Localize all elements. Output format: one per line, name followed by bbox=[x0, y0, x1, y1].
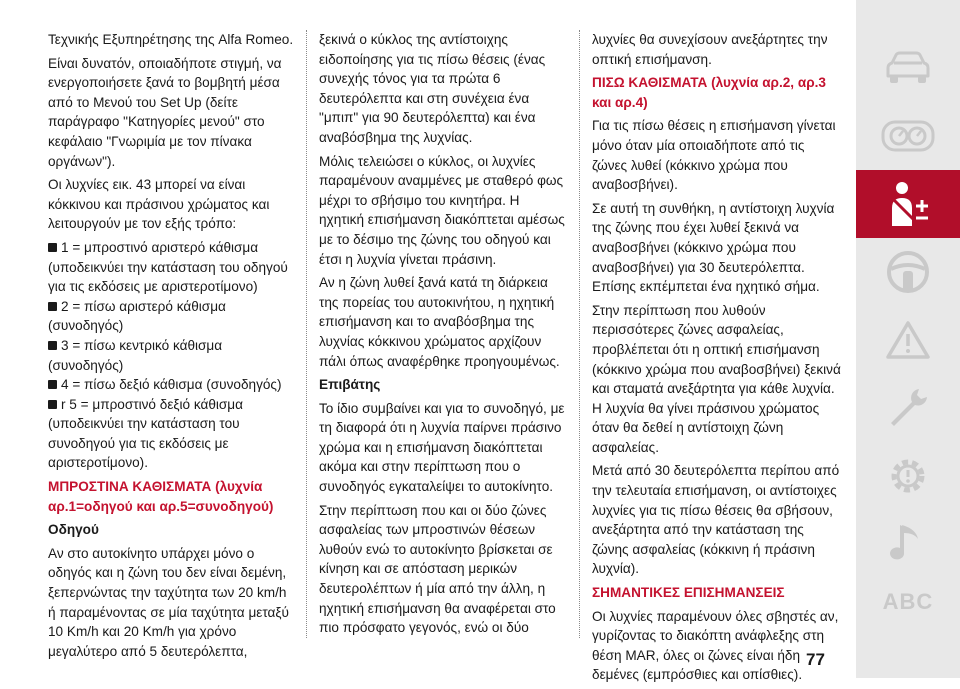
paragraph: Οι λυχνίες εικ. 43 μπορεί να είναι κόκκινου και πράσινου χρώματος και λειτουργούν με τον εξής τρόπο: bbox=[48, 177, 270, 232]
abc-index-icon: ABC bbox=[882, 589, 934, 614]
music-note-icon bbox=[888, 521, 928, 567]
list-item: 1 = μπροστινό αριστερό κάθισμα (υποδεικνύει την κατάσταση του οδηγού για τις εκδόσεις με αριστεροτίμονο) bbox=[48, 239, 288, 295]
paragraph: Αν στο αυτοκίνητο υπάρχει μόνο ο οδηγός και η ζώνη του δεν είναι δεμένη, ξεπερνώντας την ταχύτητα των 20 km/h ή παραμένοντας σε μία ταχύτητα μεταξύ 10 Km/h και 20 Km/h για χρόνο μεγαλύτερο από 5 δευτερόλεπτα, bbox=[48, 545, 289, 659]
tab-dashboard[interactable] bbox=[856, 102, 960, 170]
paragraph: Μετά από 30 δευτερόλεπτα περίπου από την τελευταία επισήμανση, οι αντίστοιχες λυχνίες για τις πίσω θέσεις θα σβήσουν, ανεξάρτητα από την κατάσταση της ζώνης ασφαλείας (κόκκινη ή πράσινη λυχνία). bbox=[592, 463, 840, 577]
section-heading: ΣΗΜΑΝΤΙΚΕΣ ΕΠΙΣΗΜΑΝΣΕΙΣ bbox=[592, 585, 785, 601]
tab-index[interactable] bbox=[856, 568, 960, 636]
indicator-list bbox=[48, 238, 296, 473]
page-number: 77 bbox=[806, 650, 825, 669]
paragraph: Οι λυχνίες παραμένουν όλες σβηστές αν, γυρίζοντας το διακόπτη ανάφλεξης στη θέση MAR, όλες οι ζώνες είναι ήδη δεμένες (εμπρόσθιες και οπίσθιες). bbox=[592, 608, 839, 683]
text-column-1 bbox=[48, 30, 296, 665]
paragraph: Είναι δυνατόν, οποιαδήποτε στιγμή, να ενεργοποιήσετε ξανά το βομβητή μέσα από το Μενού του Set Up (δείτε παράγραφο "Κατηγορίες μενού" στο κεφάλαιο "Γνωριμία με τον πίνακα οργάνων"). bbox=[48, 55, 282, 169]
tab-emergency[interactable] bbox=[856, 306, 960, 374]
column-divider bbox=[579, 30, 580, 638]
paragraph: ξεκινά ο κύκλος της αντίστοιχης ειδοποίησης για τις πίσω θέσεις (ένας συνεχής τόνος για τα πρώτα 6 δευτερόλεπτα και στη συνέχεια ένα "μπιπ" για 90 δευτερόλεπτα) και ένα αναβόσβημα της λυχνίας. bbox=[319, 32, 546, 145]
bullet-square-icon bbox=[48, 243, 57, 252]
dashboard-gauges-icon bbox=[880, 119, 936, 153]
subsection-heading: Επιβάτης bbox=[319, 377, 381, 393]
paragraph: Το ίδιο συμβαίνει και για το συνοδηγό, με τη διαφορά ότι η λυχνία παίρνει πράσινο χρώμα και η επισήμανση διακόπτεται ακόμα και στην περίπτωση που ο συνοδηγός εγκαταλείψει το αυτοκίνητο. bbox=[319, 400, 565, 495]
bullet-square-icon bbox=[48, 341, 57, 350]
list-item: r 5 = μπροστινό δεξιό κάθισμα (υποδεικνύει την κατάσταση του συνοδηγού για τις εκδόσεις με αριστεροτίμονο). bbox=[48, 396, 243, 471]
tab-maintenance[interactable] bbox=[856, 374, 960, 442]
tab-car[interactable] bbox=[856, 34, 960, 102]
text-column-3 bbox=[592, 30, 842, 689]
bullet-square-icon bbox=[48, 302, 57, 311]
paragraph: λυχνίες θα συνεχίσουν ανεξάρτητες την οπτική επισήμανση. bbox=[592, 32, 828, 67]
paragraph: Τεχνικής Εξυπηρέτησης της Alfa Romeo. bbox=[48, 32, 294, 47]
paragraph: Στην περίπτωση που και οι δύο ζώνες ασφαλείας των μπροστινών θέσεων λυθούν ενώ το αυτοκίνητο βρίσκεται σε κίνηση και σε απόσταση μερικών δευτερολέπτων ή μία από την άλλη, η ηχητική επισήμανση θα αναφέρεται στο πιο πρόσφατο γεγονός, ενώ οι δύο bbox=[319, 502, 556, 636]
list-item: 3 = πίσω κεντρικό κάθισμα (συνοδηγός) bbox=[48, 337, 223, 373]
car-icon bbox=[880, 50, 936, 86]
paragraph: Στην περίπτωση που λυθούν περισσότερες ζώνες ασφαλείας, προβλέπεται ότι η οπτική επισήμανση (κόκκινο χρώμα που αναβοσβήνει) ξεκινά και σταματά ανεξάρτητα για κάθε λυχνία. Η λυχνία θα γίνει πράσινου χρώματος όταν θα δεθεί η αντίστοιχη ζώνη ασφαλείας. bbox=[592, 302, 841, 455]
chapter-tab-bar bbox=[856, 0, 960, 678]
bullet-square-icon bbox=[48, 380, 57, 389]
section-heading: ΠΙΣΩ ΚΑΘΙΣΜΑΤΑ (λυχνία αρ.2, αρ.3 και αρ.4) bbox=[592, 75, 826, 110]
tab-safety[interactable] bbox=[856, 170, 960, 238]
subsection-heading: Οδηγού bbox=[48, 522, 99, 538]
tab-technical-data[interactable] bbox=[856, 442, 960, 510]
gear-icon bbox=[885, 453, 931, 499]
list-item: 4 = πίσω δεξιό κάθισμα (συνοδηγός) bbox=[48, 375, 296, 395]
text-column-2 bbox=[319, 30, 567, 642]
paragraph: Σε αυτή τη συνθήκη, η αντίστοιχη λυχνία της ζώνης που έχει λυθεί ξεκινά να αναβοσβήνει (κόκκινο χρώμα που αναβοσβήνει) για 30 δευτερόλεπτα. Επίσης εκπέμπεται ένα ηχητικό σήμα. bbox=[592, 200, 835, 295]
tab-starting-driving[interactable] bbox=[856, 238, 960, 306]
paragraph: Μόλις τελειώσει ο κύκλος, οι λυχνίες παραμένουν αναμμένες με σταθερό φως μέχρι το σβήσιμο του κινητήρα. Η ηχητική επισήμανση διακόπτεται αμέσως με το δέσιμο της ζώνης του οδηγού και έτσι η λυχνία γίνεται πράσινη. bbox=[319, 153, 565, 267]
wrench-icon bbox=[885, 385, 931, 431]
section-heading: ΜΠΡΟΣΤΙΝΑ ΚΑΘΙΣΜΑΤΑ (λυχνία αρ.1=οδηγού και αρ.5=συνοδηγού) bbox=[48, 479, 274, 514]
steering-wheel-icon bbox=[885, 249, 931, 295]
warning-triangle-icon bbox=[885, 319, 931, 361]
paragraph: Για τις πίσω θέσεις η επισήμανση γίνεται μόνο όταν μία οποιαδήποτε από τις ζώνες λυθεί (κόκκινο χρώμα που αναβοσβήνει). bbox=[592, 118, 836, 193]
list-item: 2 = πίσω αριστερό κάθισμα (συνοδηγός) bbox=[48, 298, 226, 334]
paragraph: Αν η ζώνη λυθεί ξανά κατά τη διάρκεια της πορείας του αυτοκινήτου, η ηχητική επισήμανση και το αναβόσβημα της λυχνίας κόκκινου χρώματος αρχίζουν πάλι όπως αναφέρθηκε προηγουμένως. bbox=[319, 275, 560, 369]
seatbelt-person-icon bbox=[882, 178, 934, 230]
bullet-square-icon bbox=[48, 400, 57, 409]
column-divider bbox=[306, 30, 307, 638]
